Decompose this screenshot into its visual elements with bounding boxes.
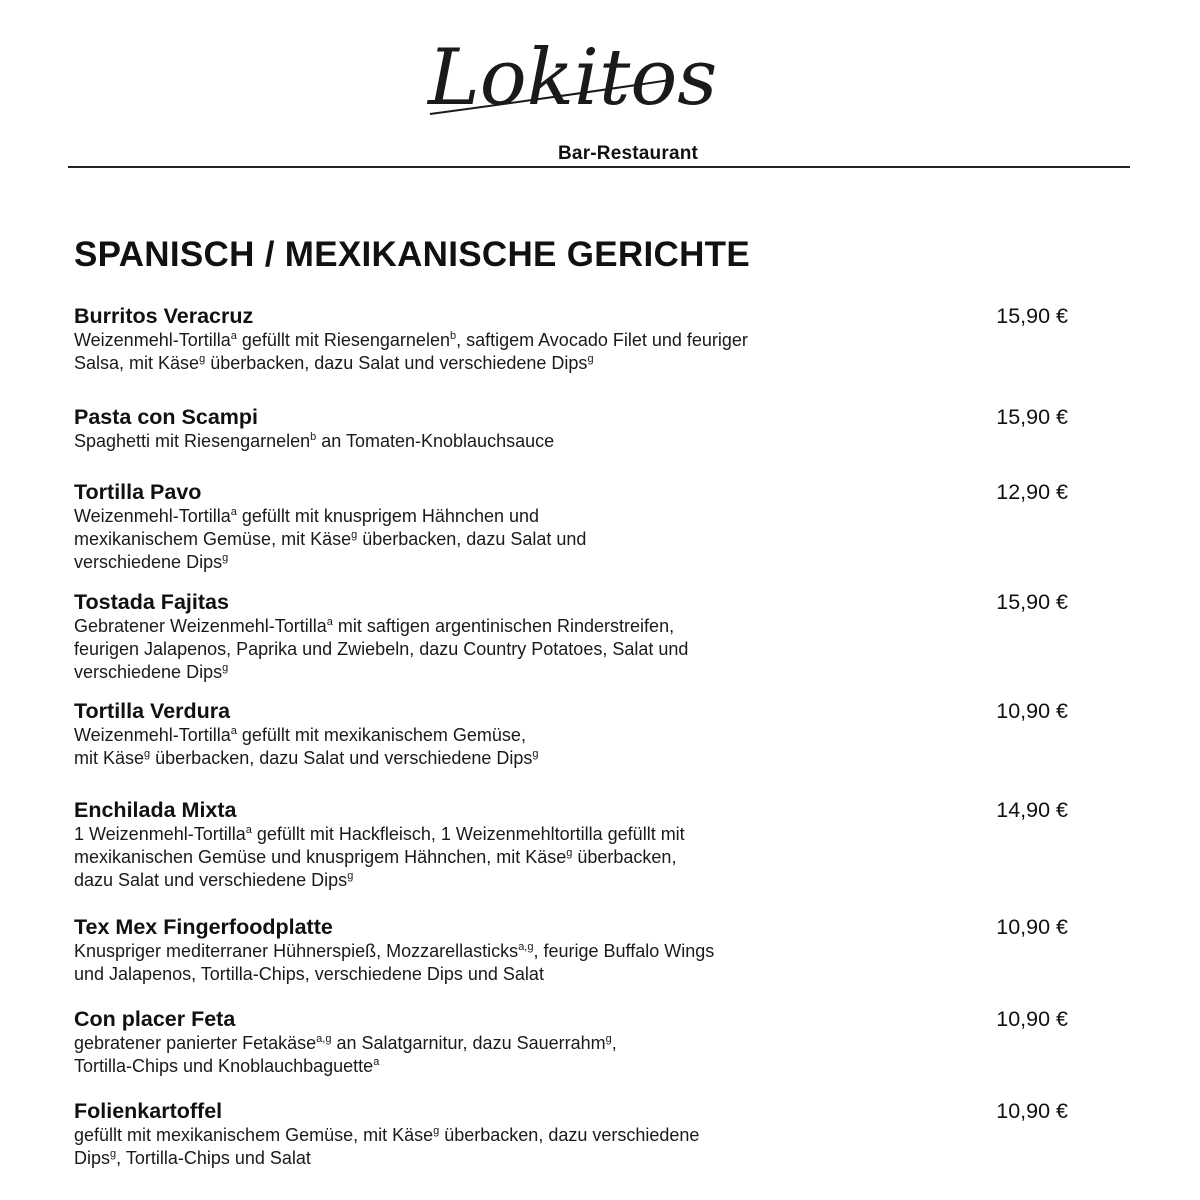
item-name: Tortilla Verdura [74,699,231,723]
description-line: Knuspriger mediterraner Hühnerspieß, Mozzarellasticks$^{a,g}$, feurige Buffalo Wings [74,941,715,961]
menu-item [74,698,1074,770]
item-description [74,940,1074,986]
menu-item [74,479,1074,574]
menu-item [74,914,1074,986]
description-line: Gebratener Weizenmehl-Tortilla$^a$ mit saftigen argentinischen Rinderstreifen, [74,616,675,636]
item-name: Folienkartoffel [74,1099,223,1123]
item-price: 15,90 € [996,590,1068,614]
menu-item [74,1098,1074,1170]
description-line: mit Käse$^g$ überbacken, dazu Salat und verschiedene Dips$^g$ [74,748,539,768]
item-price: 10,90 € [996,915,1068,939]
item-price: 12,90 € [996,480,1068,504]
item-description [74,329,1074,375]
item-description [74,430,1074,453]
description-line: mexikanischem Gemüse, mit Käse$^g$ überbacken, dazu Salat und [74,529,587,549]
description-line: Weizenmehl-Tortilla$^a$ gefüllt mit knusprigem Hähnchen und [74,506,540,526]
description-line: Weizenmehl-Tortilla$^a$ gefüllt mit Riesengarnelen$^b$, saftigem Avocado Filet und feuriger [74,330,748,350]
description-line: Tortilla-Chips und Knoblauchbaguette$^a$ [74,1056,380,1076]
item-name: Con placer Feta [74,1007,236,1031]
description-line: dazu Salat und verschiedene Dips$^g$ [74,870,354,890]
item-description [74,1124,1074,1170]
item-name: Tortilla Pavo [74,480,202,504]
description-line: feurigen Jalapenos, Paprika und Zwiebeln, dazu Country Potatoes, Salat und [74,639,689,659]
description-line: Salsa, mit Käse$^g$ überbacken, dazu Salat und verschiedene Dips$^g$ [74,353,594,373]
item-description [74,823,1074,892]
section-title: SPANISCH / MEXIKANISCHE GERICHTE [74,235,750,274]
description-line: Spaghetti mit Riesengarnelen$^b$ an Tomaten-Knoblauchsauce [74,431,555,451]
logo-text: Lokitos [428,33,718,123]
item-price: 14,90 € [996,798,1068,822]
item-price: 15,90 € [996,304,1068,328]
description-line: verschiedene Dips$^g$ [74,662,229,682]
description-line: verschiedene Dips$^g$ [74,552,229,572]
menu-item [74,589,1074,684]
description-line: Weizenmehl-Tortilla$^a$ gefüllt mit mexikanischem Gemüse, [74,725,526,745]
item-price: 15,90 € [996,405,1068,429]
lokitos-logo [420,28,718,128]
description-line: Dips$^g$, Tortilla-Chips und Salat [74,1148,311,1168]
item-price: 10,90 € [996,1099,1068,1123]
item-name: Tostada Fajitas [74,590,229,614]
menu-item [74,303,1074,375]
item-description [74,1032,1074,1078]
item-description [74,505,1074,574]
item-name: Enchilada Mixta [74,798,237,822]
item-description [74,615,1074,684]
item-price: 10,90 € [996,1007,1068,1031]
menu-item [74,404,1074,453]
description-line: mexikanischen Gemüse und knusprigem Hähnchen, mit Käse$^g$ überbacken, [74,847,677,867]
item-description [74,724,1074,770]
description-line: und Jalapenos, Tortilla-Chips, verschiedene Dips und Salat [74,964,544,984]
restaurant-subtitle: Bar-Restaurant [558,143,699,164]
item-price: 10,90 € [996,699,1068,723]
description-line: gefüllt mit mexikanischem Gemüse, mit Käse$^g$ überbacken, dazu verschiedene [74,1125,700,1145]
item-name: Pasta con Scampi [74,405,259,429]
menu-item [74,1006,1074,1078]
item-name: Burritos Veracruz [74,304,254,328]
header-divider [68,166,1130,168]
description-line: 1 Weizenmehl-Tortilla$^a$ gefüllt mit Hackfleisch, 1 Weizenmehltortilla gefüllt mit [74,824,685,844]
description-line: gebratener panierter Fetakäse$^{a,g}$ an Salatgarnitur, dazu Sauerrahm$^g$, [74,1033,617,1053]
item-name: Tex Mex Fingerfoodplatte [74,915,333,939]
menu-item [74,797,1074,892]
